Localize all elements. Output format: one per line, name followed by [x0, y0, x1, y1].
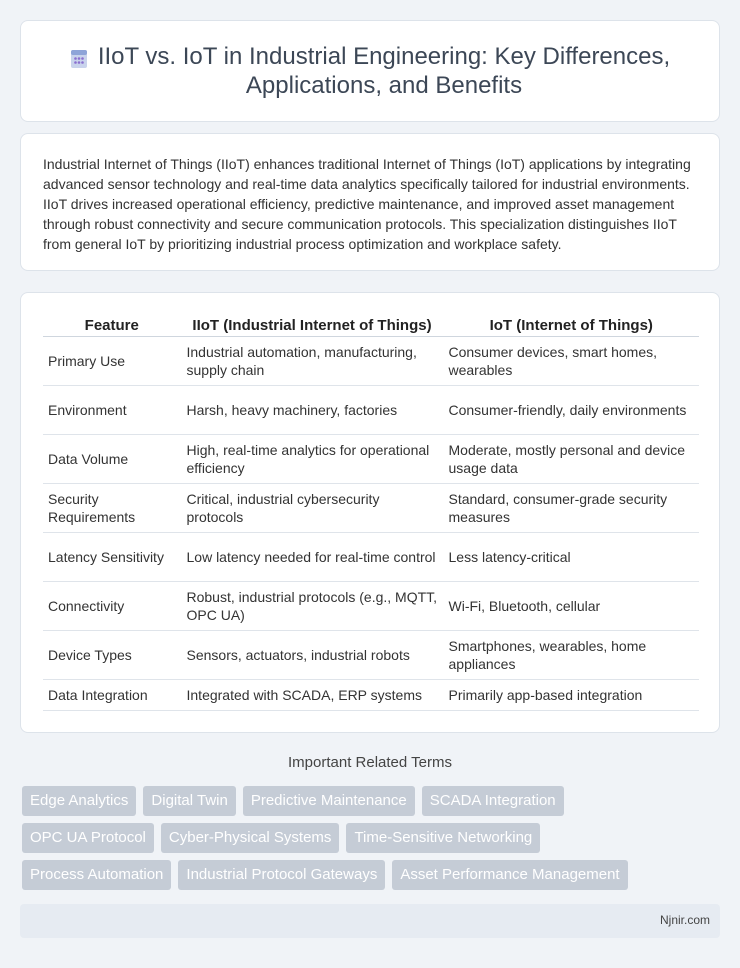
iot-cell: Standard, consumer-grade security measures [443, 484, 699, 533]
table-row [43, 435, 699, 484]
iiot-cell: High, real-time analytics for operational efficiency [181, 435, 443, 484]
header-feature: Feature [43, 313, 181, 337]
tag-asset-performance-management[interactable]: Asset Performance Management [392, 860, 627, 890]
tag-row [22, 786, 722, 816]
table-row [43, 386, 699, 435]
iiot-cell: Sensors, actuators, industrial robots [181, 631, 443, 680]
footer [20, 904, 720, 938]
feature-cell: Device Types [43, 631, 181, 680]
feature-cell: Latency Sensitivity [43, 533, 181, 582]
comparison-card [20, 292, 720, 733]
header-iiot: IIoT (Industrial Internet of Things) [181, 313, 443, 337]
intro-paragraph: Industrial Internet of Things (IIoT) enhances traditional Internet of Things (IoT) applications by integrating advanced sensor technology and real-time data analytics specifically tailored for industrial environments. IIoT drives increased operational efficiency, predictive maintenance, and improved asset management through robust connectivity and secure communication protocols. This specialization distinguishes IIoT from general IoT by prioritizing industrial process optimization and workplace safety. [43, 156, 691, 252]
tag-process-automation[interactable]: Process Automation [22, 860, 171, 890]
iot-cell: Moderate, mostly personal and device usage data [443, 435, 699, 484]
iot-cell: Consumer-friendly, daily environments [443, 386, 699, 435]
tag-edge-analytics[interactable]: Edge Analytics [22, 786, 136, 816]
feature-cell: Environment [43, 386, 181, 435]
tag-industrial-protocol-gateways[interactable]: Industrial Protocol Gateways [178, 860, 385, 890]
intro-card [20, 133, 720, 271]
feature-cell: Security Requirements [43, 484, 181, 533]
feature-cell: Data Volume [43, 435, 181, 484]
header-iot: IoT (Internet of Things) [443, 313, 699, 337]
feature-cell: Connectivity [43, 582, 181, 631]
iiot-cell: Harsh, heavy machinery, factories [181, 386, 443, 435]
title-card [20, 20, 720, 122]
table-row [43, 582, 699, 631]
related-terms-heading: Important Related Terms [288, 754, 452, 771]
iot-cell: Consumer devices, smart homes, wearables [443, 337, 699, 386]
feature-cell: Data Integration [43, 680, 181, 711]
footer-site[interactable]: Njnir.com [659, 913, 710, 927]
iiot-cell: Industrial automation, manufacturing, supply chain [181, 337, 443, 386]
table-row [43, 337, 699, 386]
iiot-cell: Robust, industrial protocols (e.g., MQTT, OPC UA) [181, 582, 443, 631]
table-row [43, 631, 699, 680]
page-title: IIoT vs. IoT in Industrial Engineering: Key Differences, Applications, and Benefits [97, 43, 671, 99]
tag-opc-ua-protocol[interactable]: OPC UA Protocol [22, 823, 154, 853]
iiot-cell: Low latency needed for real-time control [181, 533, 443, 582]
table-header-row [43, 313, 699, 337]
tag-row [22, 860, 722, 890]
table-row [43, 533, 699, 582]
feature-cell: Primary Use [43, 337, 181, 386]
tag-row [22, 823, 722, 853]
table-row [43, 680, 699, 711]
related-terms-tags [22, 786, 722, 897]
iot-cell: Smartphones, wearables, home appliances [443, 631, 699, 680]
iot-cell: Primarily app-based integration [443, 680, 699, 711]
iot-cell: Less latency-critical [443, 533, 699, 582]
tag-scada-integration[interactable]: SCADA Integration [422, 786, 564, 816]
table-row [43, 484, 699, 533]
comparison-table [43, 313, 699, 711]
tag-cyber-physical-systems[interactable]: Cyber-Physical Systems [161, 823, 340, 853]
tag-digital-twin[interactable]: Digital Twin [143, 786, 235, 816]
iiot-cell: Critical, industrial cybersecurity protocols [181, 484, 443, 533]
iot-cell: Wi-Fi, Bluetooth, cellular [443, 582, 699, 631]
tag-time-sensitive-networking[interactable]: Time-Sensitive Networking [346, 823, 540, 853]
iiot-cell: Integrated with SCADA, ERP systems [181, 680, 443, 711]
tag-predictive-maintenance[interactable]: Predictive Maintenance [243, 786, 415, 816]
